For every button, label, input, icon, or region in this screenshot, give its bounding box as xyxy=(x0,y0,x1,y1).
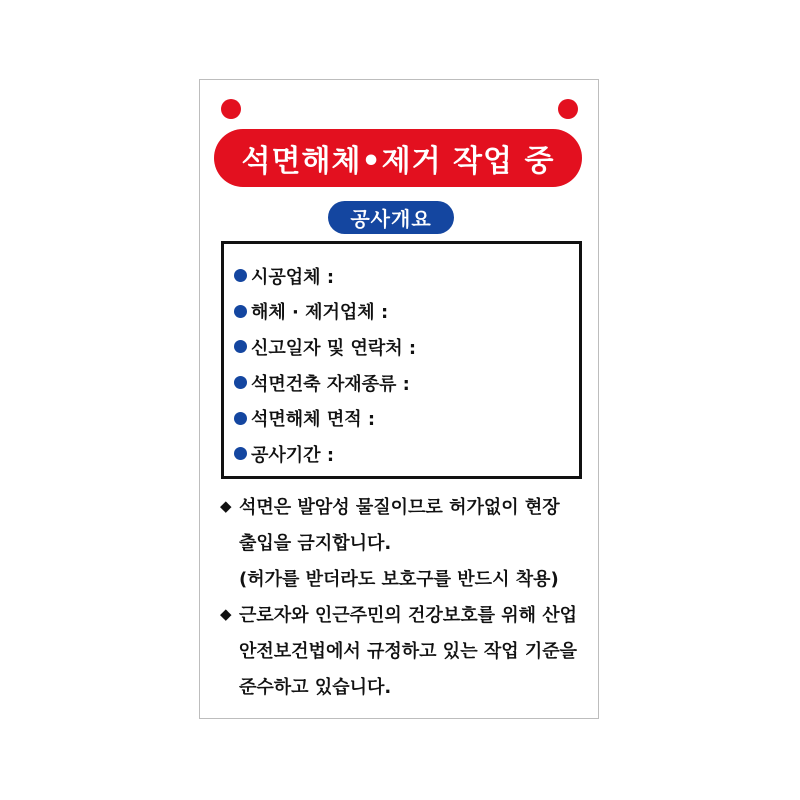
note-2-line-2 xyxy=(220,632,590,668)
mounting-hole-left xyxy=(221,99,241,119)
info-item-label: 신고일자 및 연락처 : xyxy=(251,337,417,359)
diamond-icon: ◆ xyxy=(220,605,232,623)
note-text: (허가를 받더라도 보호구를 반드시 착용) xyxy=(239,569,559,590)
info-item-label: 시공업체 : xyxy=(251,266,335,288)
note-1-line-3 xyxy=(220,560,590,596)
bullet-icon xyxy=(234,376,247,389)
info-item-removal-company xyxy=(234,294,579,330)
note-1-line-1 xyxy=(220,488,590,524)
note-text: 출입을 금지합니다. xyxy=(239,533,392,554)
diamond-icon: ◆ xyxy=(220,497,232,515)
asbestos-warning-sign xyxy=(199,79,599,719)
info-item-material-type xyxy=(234,365,579,401)
info-item-removal-area xyxy=(234,400,579,436)
note-text: 석면은 발암성 물질이므로 허가없이 현장 xyxy=(239,497,560,518)
bullet-icon xyxy=(234,447,247,460)
sign-title: 석면해체•제거 작업 중 xyxy=(241,144,555,179)
warning-notes xyxy=(220,488,590,704)
overview-title: 공사개요 xyxy=(350,207,432,231)
project-info-box xyxy=(221,241,582,479)
note-2-line-1 xyxy=(220,596,590,632)
note-text: 준수하고 있습니다. xyxy=(239,677,392,698)
info-item-label: 해체 · 제거업체 : xyxy=(251,302,389,324)
mounting-hole-right xyxy=(558,99,578,119)
note-text: 근로자와 인근주민의 건강보호를 위해 산업 xyxy=(239,605,578,626)
info-item-report-date-contact xyxy=(234,329,579,365)
info-item-construction-period xyxy=(234,436,579,472)
info-item-label: 석면건축 자재종류 : xyxy=(251,373,410,395)
bullet-icon xyxy=(234,412,247,425)
note-2-line-3 xyxy=(220,668,590,704)
bullet-icon xyxy=(234,269,247,282)
overview-banner xyxy=(328,201,454,234)
note-1-line-2 xyxy=(220,524,590,560)
info-item-contractor xyxy=(234,258,579,294)
info-item-label: 공사기간 : xyxy=(251,444,335,466)
info-item-label: 석면해체 면적 : xyxy=(251,409,376,431)
sign-title-banner xyxy=(214,129,582,187)
bullet-icon xyxy=(234,305,247,318)
bullet-icon xyxy=(234,340,247,353)
note-text: 안전보건법에서 규정하고 있는 작업 기준을 xyxy=(239,641,578,662)
